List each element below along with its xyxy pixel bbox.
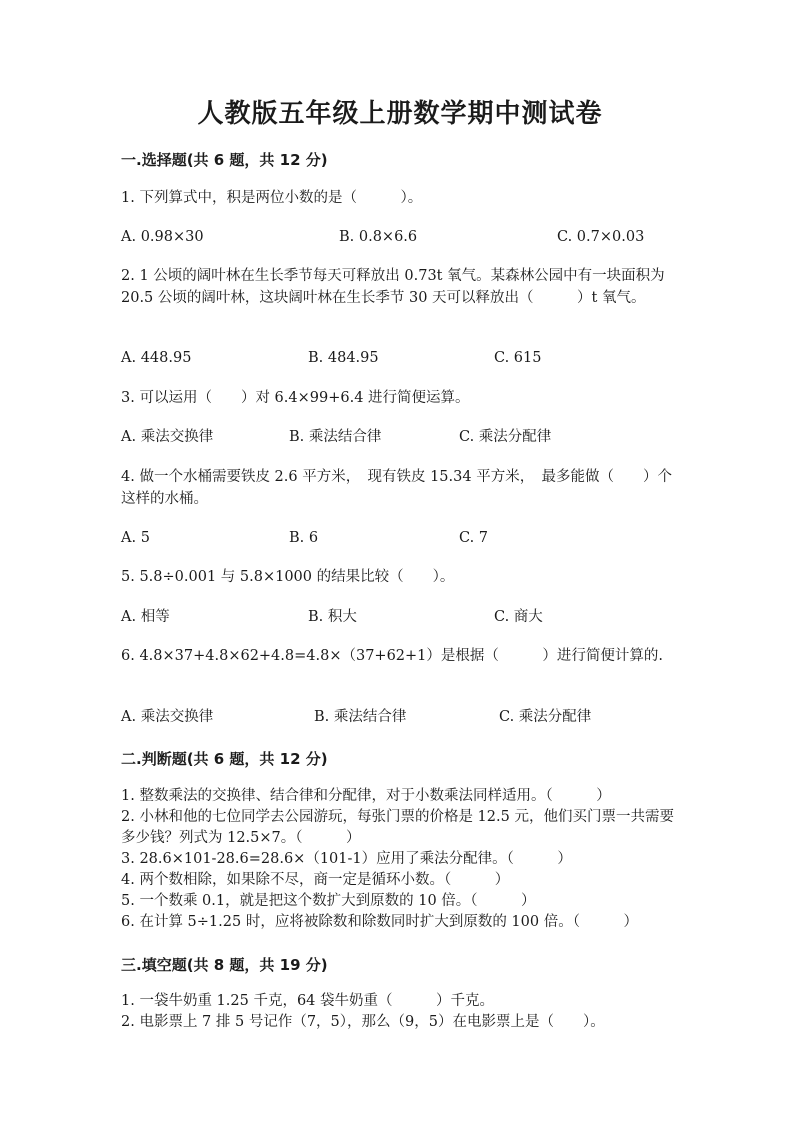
option-c: C. 乘法分配律 (459, 429, 552, 445)
option-c: C. 7 (459, 530, 489, 546)
option-a: A. 乘法交换律 (121, 709, 214, 725)
question-6: 6. 4.8×37+4.8×62+4.8=4.8×（37+62+1）是根据（ ）进行简便计算的. (121, 648, 664, 664)
option-c: C. 商大 (494, 609, 543, 625)
judge-item-5: 5. 一个数乘 0.1，就是把这个数扩大到原数的 10 倍。（ ） (121, 893, 536, 909)
option-a: A. 0.98×30 (121, 229, 204, 245)
option-a: A. 448.95 (121, 350, 192, 366)
judge-item-6: 6. 在计算 5÷1.25 时，应将被除数和除数同时扩大到原数的 100 倍。（ ） (121, 914, 638, 930)
question-1: 1. 下列算式中，积是两位小数的是（ ）。 (121, 190, 423, 206)
question-3: 3. 可以运用（ ）对 6.4×99+6.4 进行简便运算。 (121, 390, 470, 406)
option-c: C. 615 (494, 350, 542, 366)
question-4: 4. 做一个水桶需要铁皮 2.6 平方米， 现有铁皮 15.34 平方米， 最多能做（ ）个这样的水桶。 (121, 469, 672, 507)
fill-item-2: 2. 电影票上 7 排 5 号记作（7，5），那么（9，5）在电影票上是（ ）。 (121, 1014, 605, 1030)
page-title: 人教版五年级上册数学期中测试卷 (197, 99, 603, 129)
option-b: B. 6 (289, 530, 319, 546)
judge-item-4: 4. 两个数相除，如果除不尽，商一定是循环小数。（ ） (121, 872, 510, 888)
option-a: A. 乘法交换律 (121, 429, 214, 445)
section-heading-choice: 一.选择题(共 6 题，共 12 分) (121, 151, 328, 169)
option-b: B. 484.95 (308, 350, 379, 366)
option-c: C. 乘法分配律 (499, 709, 592, 725)
question-2: 2. 1 公顷的阔叶林在生长季节每天可释放出 0.73t 氧气。某森林公园中有一块面积为 20.5 公顷的阔叶林，这块阔叶林在生长季节 30 天可以释放出（ ）t 氧气。 (121, 268, 665, 306)
option-c: C. 0.7×0.03 (557, 229, 645, 245)
judge-item-1: 1. 整数乘法的交换律、结合律和分配律，对于小数乘法同样适用。（ ） (121, 788, 611, 804)
options-3 (121, 426, 681, 448)
section-heading-judge: 二.判断题(共 6 题，共 12 分) (121, 750, 328, 768)
option-b: B. 乘法结合律 (314, 709, 407, 725)
option-b: B. 0.8×6.6 (339, 229, 418, 245)
judge-item-3: 3. 28.6×101-28.6=28.6×（101-1）应用了乘法分配律。（ ） (121, 851, 572, 867)
options-6 (121, 706, 681, 728)
options-5 (121, 606, 681, 628)
option-b: B. 乘法结合律 (289, 429, 382, 445)
options-4 (121, 527, 681, 549)
option-b: B. 积大 (308, 609, 357, 625)
option-a: A. 相等 (121, 609, 170, 625)
options-1 (121, 226, 681, 248)
section-heading-fill: 三.填空题(共 8 题，共 19 分) (121, 956, 328, 974)
options-2 (121, 347, 681, 369)
question-5: 5. 5.8÷0.001 与 5.8×1000 的结果比较（ ）。 (121, 569, 455, 585)
fill-item-1: 1. 一袋牛奶重 1.25 千克，64 袋牛奶重（ ）千克。 (121, 993, 495, 1009)
judge-item-2: 2. 小林和他的七位同学去公园游玩，每张门票的价格是 12.5 元，他们买门票一共需要多少钱？列式为 12.5×7。（ ） (121, 809, 674, 846)
option-a: A. 5 (121, 530, 150, 546)
